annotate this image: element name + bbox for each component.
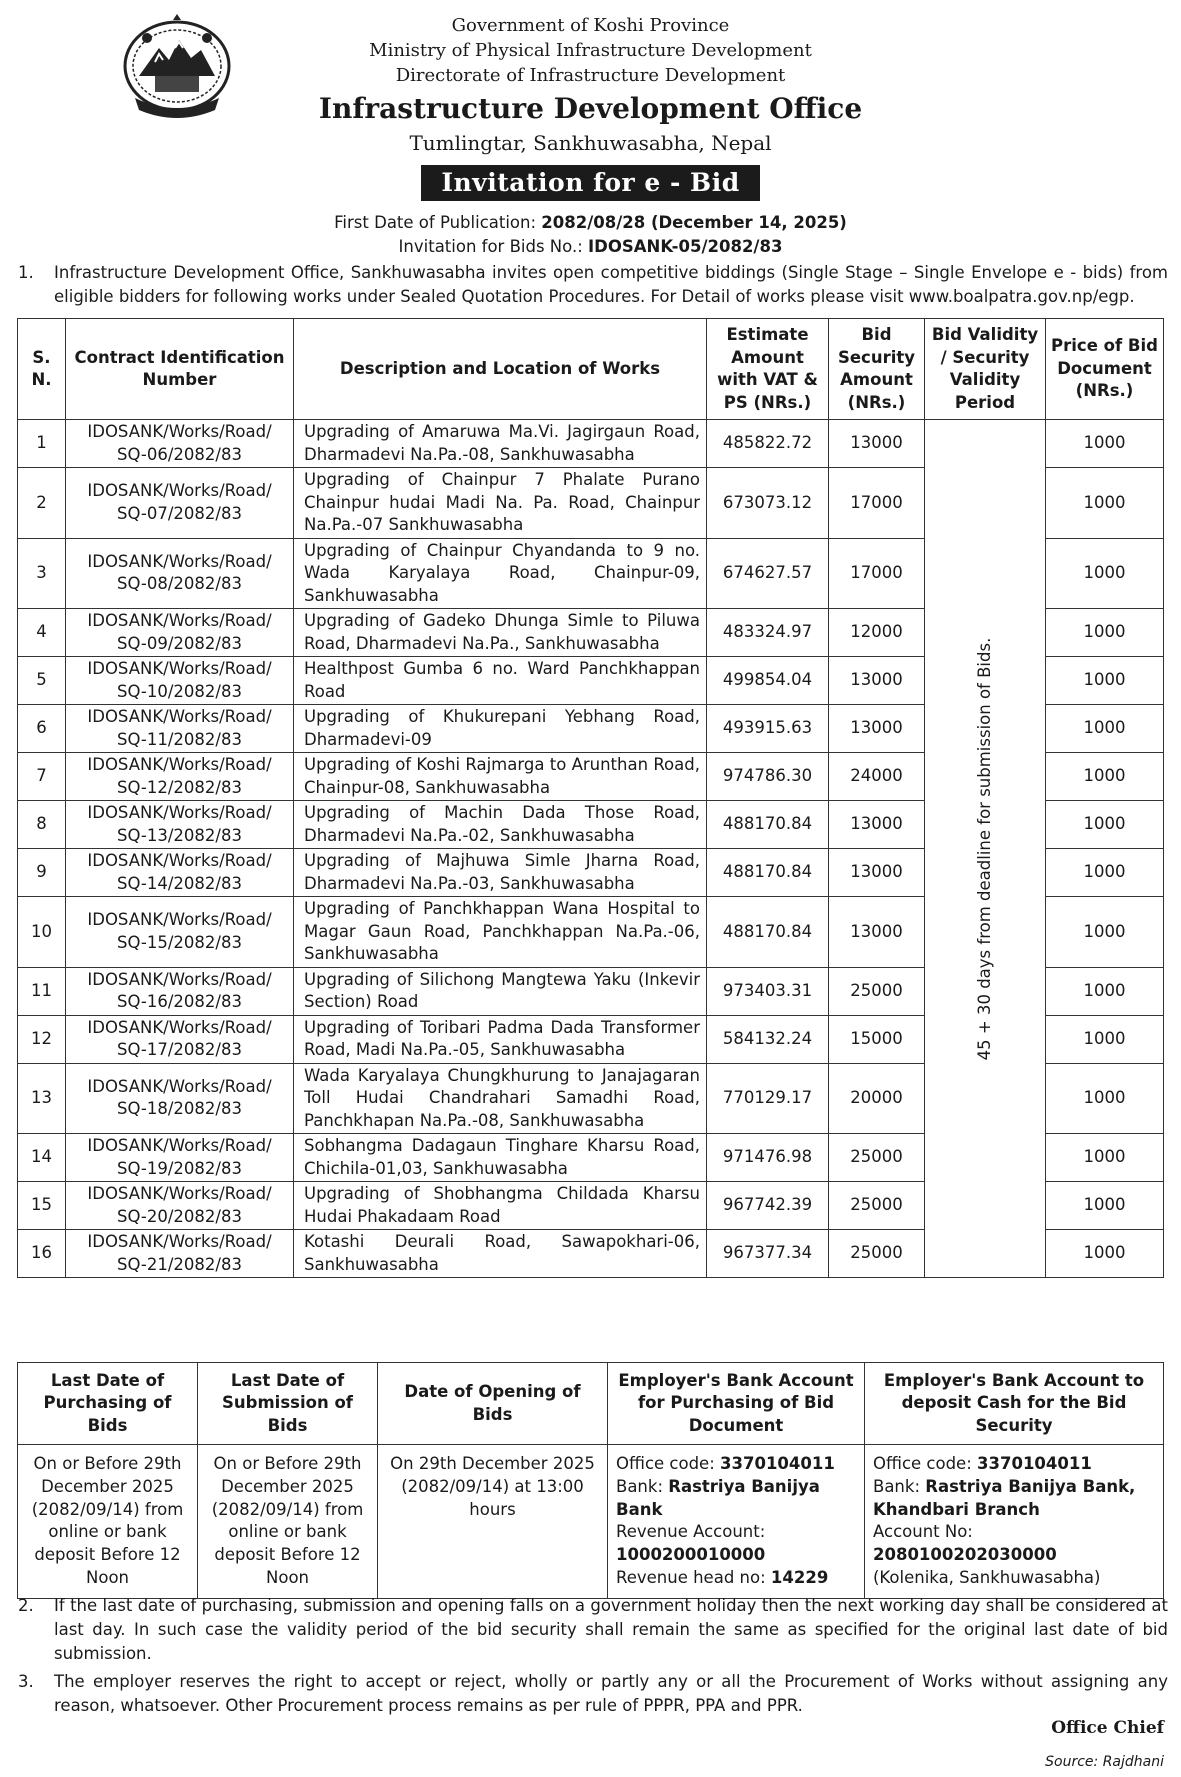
row-contract-id: IDOSANK/Works/Road/ SQ-21/2082/83 bbox=[66, 1230, 294, 1278]
row-bid-security: 13000 bbox=[829, 420, 925, 468]
row-description: Wada Karyalaya Chungkhurung to Janajagaran Toll Hudai Chandrahari Samadhi Road, Panchkhapan Na.Pa.-08, Sankhuwasabha bbox=[294, 1063, 707, 1134]
office-title: Infrastructure Development Office bbox=[318, 92, 863, 125]
revenue-account-value: 1000200010000 bbox=[616, 1545, 766, 1565]
office-code-value: 3370104011 bbox=[977, 1454, 1092, 1473]
row-document-price: 1000 bbox=[1046, 897, 1164, 968]
row-description: Upgrading of Toribari Padma Dada Transformer Road, Madi Na.Pa.-05, Sankhuwasabha bbox=[294, 1015, 707, 1063]
ifb-number-value: IDOSANK-05/2082/83 bbox=[588, 237, 783, 256]
office-code-label: Office code: bbox=[616, 1454, 721, 1473]
source-credit: Source: Rajdhani bbox=[1045, 1754, 1164, 1770]
paragraph-text: If the last date of purchasing, submission and opening falls on a government holiday then the next working day shall be considered at last day. In such case the validity period of the bid security shall remain the same as specified for the original last date of bid submission. bbox=[54, 1596, 1168, 1663]
account-label: Account No: bbox=[873, 1522, 973, 1542]
row-description: Upgrading of Koshi Rajmarga to Arunthan Road, Chainpur-08, Sankhuwasabha bbox=[294, 753, 707, 801]
row-sn: 5 bbox=[18, 657, 66, 705]
row-document-price: 1000 bbox=[1046, 849, 1164, 897]
header-description: Description and Location of Works bbox=[294, 319, 707, 420]
row-estimate: 499854.04 bbox=[707, 657, 829, 705]
publication-date bbox=[0, 213, 1181, 232]
ifb-number bbox=[0, 237, 1181, 256]
row-description: Healthpost Gumba 6 no. Ward Panchkhappan Road bbox=[294, 657, 707, 705]
row-document-price: 1000 bbox=[1046, 753, 1164, 801]
row-description: Kotashi Deurali Road, Sawapokhari-06, Sankhuwasabha bbox=[294, 1230, 707, 1278]
opening-date: On 29th December 2025 (2082/09/14) at 13:00 hours bbox=[378, 1445, 608, 1599]
header-opening: Date of Opening of Bids bbox=[378, 1363, 608, 1445]
row-description: Upgrading of Majhuwa Simle Jharna Road, Dharmadevi Na.Pa.-03, Sankhuwasabha bbox=[294, 849, 707, 897]
row-sn: 16 bbox=[18, 1230, 66, 1278]
ministry-line: Ministry of Physical Infrastructure Development bbox=[369, 40, 812, 61]
directorate-line: Directorate of Infrastructure Development bbox=[395, 65, 786, 86]
revenue-head-value: 14229 bbox=[770, 1567, 829, 1587]
row-estimate: 770129.17 bbox=[707, 1063, 829, 1134]
row-bid-security: 12000 bbox=[829, 609, 925, 657]
revenue-head-label: Revenue head no: bbox=[616, 1567, 771, 1587]
header-validity: Bid Validity / Security Validity Period bbox=[925, 319, 1046, 420]
header-bank-purchase: Employer's Bank Account for Purchasing of Bid Document bbox=[608, 1363, 865, 1445]
row-document-price: 1000 bbox=[1046, 1015, 1164, 1063]
row-bid-security: 25000 bbox=[829, 1134, 925, 1182]
government-line: Government of Koshi Province bbox=[451, 15, 730, 36]
row-contract-id: IDOSANK/Works/Road/ SQ-09/2082/83 bbox=[66, 609, 294, 657]
works-header-row bbox=[18, 319, 1164, 420]
row-sn: 14 bbox=[18, 1134, 66, 1182]
row-contract-id: IDOSANK/Works/Road/ SQ-20/2082/83 bbox=[66, 1182, 294, 1230]
row-description: Upgrading of Gadeko Dhunga Simle to Piluwa Road, Dharmadevi Na.Pa., Sankhuwasabha bbox=[294, 609, 707, 657]
header-bid-security: Bid Security Amount (NRs.) bbox=[829, 319, 925, 420]
header-bank-security: Employer's Bank Account to deposit Cash for the Bid Security bbox=[865, 1363, 1164, 1445]
row-bid-security: 13000 bbox=[829, 897, 925, 968]
row-estimate: 485822.72 bbox=[707, 420, 829, 468]
row-description: Upgrading of Machin Dada Those Road, Dharmadevi Na.Pa.-02, Sankhuwasabha bbox=[294, 801, 707, 849]
row-estimate: 674627.57 bbox=[707, 538, 829, 609]
last-purchase-date: On or Before 29th December 2025 (2082/09/14) from online or bank deposit Before 12 Noon bbox=[18, 1445, 198, 1599]
row-document-price: 1000 bbox=[1046, 1063, 1164, 1134]
row-document-price: 1000 bbox=[1046, 420, 1164, 468]
row-bid-security: 25000 bbox=[829, 1230, 925, 1278]
account-value: 2080100202030000 bbox=[873, 1545, 1057, 1565]
revenue-account-label: Revenue Account: bbox=[616, 1522, 766, 1542]
row-sn: 2 bbox=[18, 468, 66, 539]
office-code-label: Office code: bbox=[873, 1454, 978, 1473]
row-contract-id: IDOSANK/Works/Road/ SQ-06/2082/83 bbox=[66, 420, 294, 468]
bank-label: Bank: bbox=[616, 1476, 669, 1496]
dates-table bbox=[17, 1362, 1164, 1599]
paragraph-2 bbox=[18, 1594, 1168, 1666]
row-estimate: 967742.39 bbox=[707, 1182, 829, 1230]
paragraph-3 bbox=[18, 1670, 1168, 1718]
row-contract-id: IDOSANK/Works/Road/ SQ-16/2082/83 bbox=[66, 967, 294, 1015]
paragraph-number: 2. bbox=[18, 1596, 34, 1615]
row-document-price: 1000 bbox=[1046, 801, 1164, 849]
row-contract-id: IDOSANK/Works/Road/ SQ-13/2082/83 bbox=[66, 801, 294, 849]
row-bid-security: 13000 bbox=[829, 657, 925, 705]
row-contract-id: IDOSANK/Works/Road/ SQ-07/2082/83 bbox=[66, 468, 294, 539]
dates-value-row bbox=[18, 1445, 1164, 1599]
works-table bbox=[17, 318, 1164, 1278]
row-contract-id: IDOSANK/Works/Road/ SQ-18/2082/83 bbox=[66, 1063, 294, 1134]
row-bid-security: 20000 bbox=[829, 1063, 925, 1134]
bank-security-details bbox=[865, 1445, 1164, 1599]
row-sn: 12 bbox=[18, 1015, 66, 1063]
publication-date-label: First Date of Publication: bbox=[334, 213, 542, 232]
bank-label: Bank: bbox=[873, 1476, 926, 1496]
row-sn: 3 bbox=[18, 538, 66, 609]
header-contract-id: Contract Identification Number bbox=[66, 319, 294, 420]
row-description: Upgrading of Chainpur 7 Phalate Purano Chainpur hudai Madi Na. Pa. Road, Chainpur Na.Pa.-07 Sankhuwasabha bbox=[294, 468, 707, 539]
ifb-number-label: Invitation for Bids No.: bbox=[398, 237, 588, 256]
row-sn: 1 bbox=[18, 420, 66, 468]
row-estimate: 971476.98 bbox=[707, 1134, 829, 1182]
paragraph-text: Infrastructure Development Office, Sankhuwasabha invites open competitive biddings (Single Stage – Single Envelope e - bids) from eligible bidders for following works under Sealed Quotation Procedures. For Detail of works please visit www.boalpatra.gov.np/egp. bbox=[54, 263, 1168, 306]
office-location: Tumlingtar, Sankhuwasabha, Nepal bbox=[409, 131, 772, 155]
row-bid-security: 15000 bbox=[829, 1015, 925, 1063]
row-document-price: 1000 bbox=[1046, 1134, 1164, 1182]
row-contract-id: IDOSANK/Works/Road/ SQ-19/2082/83 bbox=[66, 1134, 294, 1182]
row-document-price: 1000 bbox=[1046, 967, 1164, 1015]
row-sn: 8 bbox=[18, 801, 66, 849]
notice-banner: Invitation for e - Bid bbox=[421, 165, 759, 201]
row-estimate: 974786.30 bbox=[707, 753, 829, 801]
publication-date-value: 2082/08/28 (December 14, 2025) bbox=[541, 213, 847, 232]
paragraph-text: The employer reserves the right to accept or reject, wholly or partly any or all the Procurement of Works without assigning any reason, whatsoever. Other Procurement process remains as per rule of PPPR, PPA and PPR. bbox=[54, 1672, 1168, 1715]
row-estimate: 973403.31 bbox=[707, 967, 829, 1015]
row-document-price: 1000 bbox=[1046, 657, 1164, 705]
row-sn: 15 bbox=[18, 1182, 66, 1230]
row-sn: 10 bbox=[18, 897, 66, 968]
row-bid-security: 13000 bbox=[829, 705, 925, 753]
row-sn: 7 bbox=[18, 753, 66, 801]
header-last-submission: Last Date of Submission of Bids bbox=[198, 1363, 378, 1445]
row-document-price: 1000 bbox=[1046, 1182, 1164, 1230]
dates-header-row bbox=[18, 1363, 1164, 1445]
row-document-price: 1000 bbox=[1046, 538, 1164, 609]
row-description: Upgrading of Shobhangma Childada Kharsu Hudai Phakadaam Road bbox=[294, 1182, 707, 1230]
row-description: Upgrading of Silichong Mangtewa Yaku (Inkevir Section) Road bbox=[294, 967, 707, 1015]
bank-value: Rastriya Banijya Bank, Khandbari Branch bbox=[873, 1476, 1136, 1519]
row-description: Upgrading of Chainpur Chyandanda to 9 no. Wada Karyalaya Road, Chainpur-09, Sankhuwasabha bbox=[294, 538, 707, 609]
row-bid-security: 24000 bbox=[829, 753, 925, 801]
bank-value: Rastriya Banijya Bank bbox=[616, 1476, 820, 1519]
row-bid-security: 25000 bbox=[829, 967, 925, 1015]
bank-purchase-details bbox=[608, 1445, 865, 1599]
header-price: Price of Bid Document (NRs.) bbox=[1046, 319, 1164, 420]
row-estimate: 488170.84 bbox=[707, 897, 829, 968]
row-estimate: 488170.84 bbox=[707, 849, 829, 897]
row-estimate: 584132.24 bbox=[707, 1015, 829, 1063]
row-contract-id: IDOSANK/Works/Road/ SQ-12/2082/83 bbox=[66, 753, 294, 801]
paragraph-number: 1. bbox=[18, 263, 34, 282]
row-estimate: 493915.63 bbox=[707, 705, 829, 753]
row-bid-security: 17000 bbox=[829, 468, 925, 539]
account-note: (Kolenika, Sankhuwasabha) bbox=[873, 1567, 1101, 1587]
row-document-price: 1000 bbox=[1046, 705, 1164, 753]
paragraph-number: 3. bbox=[18, 1672, 34, 1691]
row-sn: 13 bbox=[18, 1063, 66, 1134]
validity-period-text: 45 + 30 days from deadline for submission of Bids. bbox=[974, 637, 994, 1060]
row-estimate: 488170.84 bbox=[707, 801, 829, 849]
row-bid-security: 13000 bbox=[829, 801, 925, 849]
header-sn: S. N. bbox=[18, 319, 66, 420]
row-document-price: 1000 bbox=[1046, 1230, 1164, 1278]
row-bid-security: 25000 bbox=[829, 1182, 925, 1230]
row-sn: 4 bbox=[18, 609, 66, 657]
validity-period-cell bbox=[925, 420, 1046, 1278]
row-contract-id: IDOSANK/Works/Road/ SQ-14/2082/83 bbox=[66, 849, 294, 897]
row-bid-security: 13000 bbox=[829, 849, 925, 897]
row-description: Sobhangma Dadagaun Tinghare Kharsu Road, Chichila-01,03, Sankhuwasabha bbox=[294, 1134, 707, 1182]
office-code-value: 3370104011 bbox=[720, 1454, 835, 1473]
row-contract-id: IDOSANK/Works/Road/ SQ-08/2082/83 bbox=[66, 538, 294, 609]
signature-office-chief: Office Chief bbox=[1051, 1718, 1164, 1738]
row-contract-id: IDOSANK/Works/Road/ SQ-15/2082/83 bbox=[66, 897, 294, 968]
paragraph-1 bbox=[18, 261, 1168, 309]
row-description: Upgrading of Khukurepani Yebhang Road, Dharmadevi-09 bbox=[294, 705, 707, 753]
row-description: Upgrading of Panchkhappan Wana Hospital to Magar Gaun Road, Panchkhappan Na.Pa.-06, Sankhuwasabha bbox=[294, 897, 707, 968]
header-estimate: Estimate Amount with VAT & PS (NRs.) bbox=[707, 319, 829, 420]
row-document-price: 1000 bbox=[1046, 609, 1164, 657]
row-estimate: 673073.12 bbox=[707, 468, 829, 539]
row-sn: 6 bbox=[18, 705, 66, 753]
row-contract-id: IDOSANK/Works/Road/ SQ-11/2082/83 bbox=[66, 705, 294, 753]
header-last-purchase: Last Date of Purchasing of Bids bbox=[18, 1363, 198, 1445]
row-bid-security: 17000 bbox=[829, 538, 925, 609]
last-submission-date: On or Before 29th December 2025 (2082/09/14) from online or bank deposit Before 12 Noon bbox=[198, 1445, 378, 1599]
row-sn: 9 bbox=[18, 849, 66, 897]
row-contract-id: IDOSANK/Works/Road/ SQ-17/2082/83 bbox=[66, 1015, 294, 1063]
row-contract-id: IDOSANK/Works/Road/ SQ-10/2082/83 bbox=[66, 657, 294, 705]
table-row bbox=[18, 420, 1164, 468]
row-estimate: 967377.34 bbox=[707, 1230, 829, 1278]
row-description: Upgrading of Amaruwa Ma.Vi. Jagirgaun Road, Dharmadevi Na.Pa.-08, Sankhuwasabha bbox=[294, 420, 707, 468]
row-sn: 11 bbox=[18, 967, 66, 1015]
row-estimate: 483324.97 bbox=[707, 609, 829, 657]
row-document-price: 1000 bbox=[1046, 468, 1164, 539]
